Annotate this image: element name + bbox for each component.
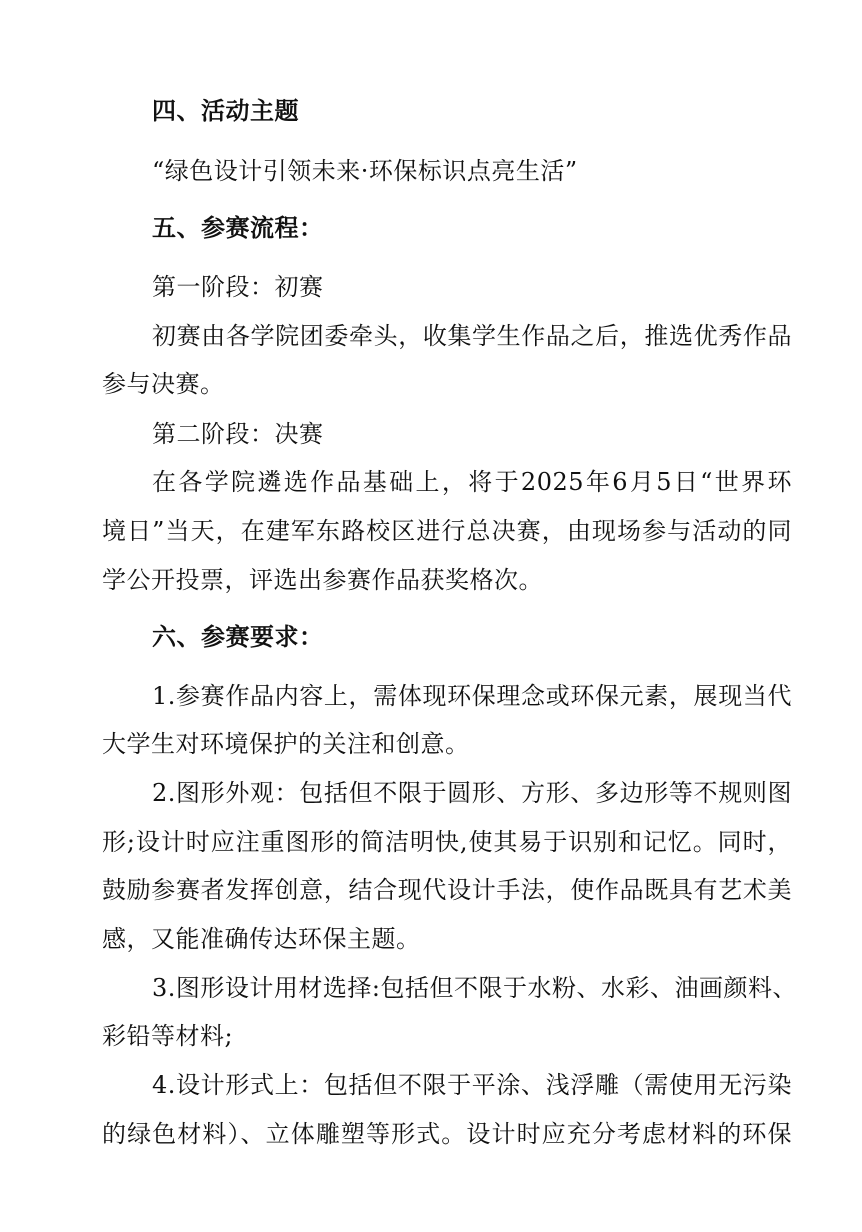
requirement-1-line-2: 大学生对环境保护的关注和创意。 (102, 730, 470, 758)
stage-1-title: 第一阶段：初赛 (152, 273, 324, 301)
requirement-2-line-4: 感，又能准确传达环保主题。 (102, 925, 421, 953)
requirement-4-line-1: 4.设计形式上：包括但不限于平涂、浅浮雕（需使用无污染 (152, 1071, 792, 1099)
stage-1-line-1: 初赛由各学院团委牵头，收集学生作品之后，推选优秀作品 (152, 322, 792, 350)
requirement-3-line-2: 彩铅等材料; (102, 1022, 234, 1050)
stage-2-line-1: 在各学院遴选作品基础上，将于2025年6月5日“世界环 (152, 468, 792, 496)
stage-2-line-3: 学公开投票，评选出参赛作品获奖格次。 (102, 566, 543, 594)
requirement-4-line-2: 的绿色材料）、立体雕塑等形式。设计时应充分考虑材料的环保 (102, 1120, 792, 1148)
stage-1-line-2: 参与决赛。 (102, 370, 225, 398)
theme-text: “绿色设计引领未来·环保标识点亮生活” (152, 157, 578, 185)
stage-2-line-2: 境日”当天，在建军东路校区进行总决赛，由现场参与活动的同 (102, 517, 792, 545)
requirement-2-line-2: 形;设计时应注重图形的简洁明快,使其易于识别和记忆。同时， (102, 828, 792, 856)
stage-2-title: 第二阶段：决赛 (152, 420, 324, 448)
section-4-heading: 四、活动主题 (152, 97, 299, 125)
section-6-heading: 六、参赛要求： (152, 623, 324, 651)
section-5-heading: 五、参赛流程： (152, 214, 324, 242)
requirement-2-line-3: 鼓励参赛者发挥创意，结合现代设计手法，使作品既具有艺术美 (102, 876, 792, 904)
requirement-2-line-1: 2.图形外观：包括但不限于圆形、方形、多边形等不规则图 (152, 779, 792, 807)
requirement-1-line-1: 1.参赛作品内容上，需体现环保理念或环保元素，展现当代 (152, 682, 792, 710)
requirement-3-line-1: 3.图形设计用材选择:包括但不限于水粉、水彩、油画颜料、 (152, 974, 797, 1002)
